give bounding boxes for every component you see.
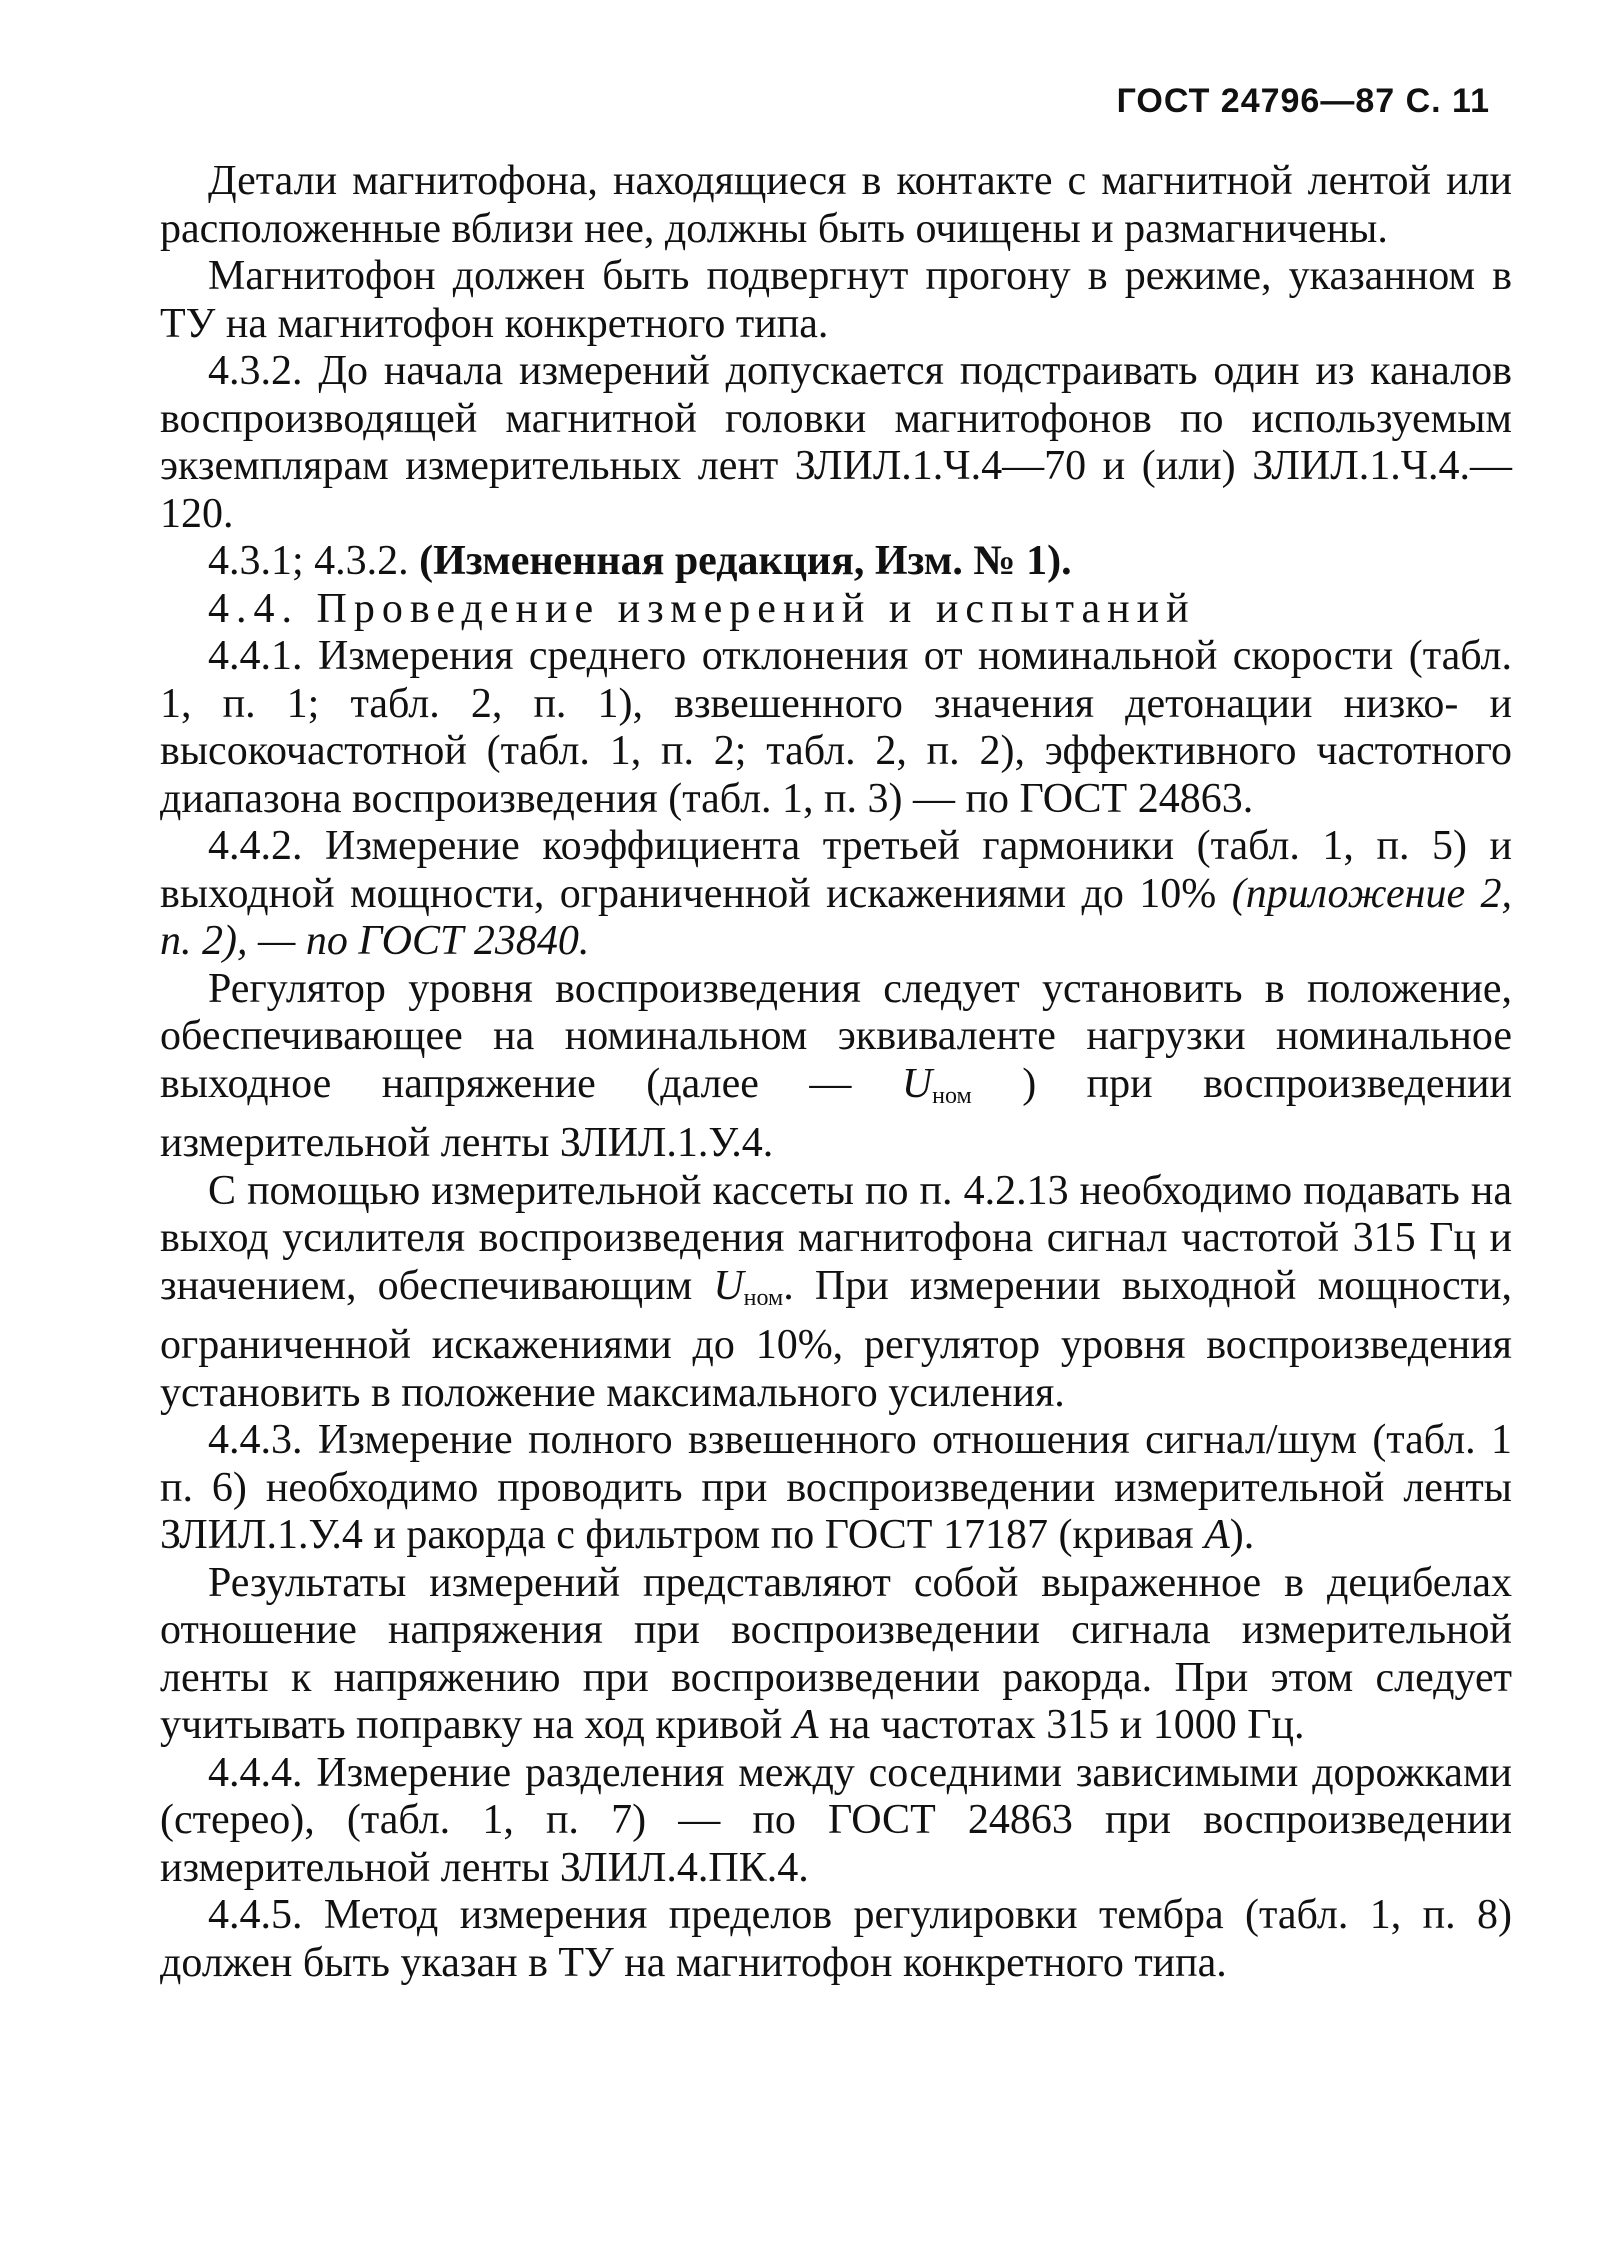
paragraph-results-end: на частотах 315 и 1000 Гц.: [818, 1702, 1305, 1748]
document-body: [160, 158, 1512, 1987]
paragraph-4-4-3: [160, 1417, 1512, 1560]
symbol-u: U: [713, 1262, 744, 1309]
paragraph-parts-cleaning: Детали магнитофона, находящиеся в контакте с магнитной лентой или расположенные вблизи нее, должны быть очищены и размагничены.: [160, 158, 1512, 252]
symbol-curve-a: A: [792, 1702, 819, 1748]
paragraph-level-regulator-end: ) при воспроизведении измерительной ленты ЗЛИЛ.1.У.4.: [160, 1060, 1512, 1166]
paragraph-4-4-1: 4.4.1. Измерения среднего отклонения от номинальной скорости (табл. 1, п. 1; табл. 2, п. 1), взвешенного значения детонации низко- и высокочастотной (табл. 1, п. 2; табл. 2, п. 2), эффективного частотного диапазона воспроизведения (табл. 1, п. 3) — по ГОСТ 24863.: [160, 633, 1512, 822]
paragraph-4-4-3-end: ).: [1229, 1512, 1255, 1558]
page-header: ГОСТ 24796—87 С. 11: [1116, 82, 1490, 120]
paragraph-tape-run: Магнитофон должен быть подвергнут прогону в режиме, указанном в ТУ на магнитофон конкретного типа.: [160, 253, 1512, 347]
paragraph-4-3-2: 4.3.2. До начала измерений допускается подстраивать один из каналов воспроизводящей магнитной головки магнитофонов по используемым экземплярам измерительных лент ЗЛИЛ.1.Ч.4—70 и (или) ЗЛИЛ.1.Ч.4.—120.: [160, 348, 1512, 537]
paragraph-level-regulator: [160, 966, 1512, 1168]
symbol-u: U: [901, 1060, 933, 1107]
paragraph-results: [160, 1560, 1512, 1750]
paragraph-4-4-3-text: 4.4.3. Измерение полного взвешенного отношения сигнал/шум (табл. 1 п. 6) необходимо проводить при воспроизведении измерительной ленты ЗЛИЛ.1.У.4 и ракорда с фильтром по ГОСТ 17187 (кривая: [160, 1417, 1512, 1558]
section-heading-4-4: 4.4. Проведение измерений и испытаний: [208, 585, 1196, 632]
paragraph-4-4-4: 4.4.4. Измерение разделения между соседними зависимыми дорожками (стерео), (табл. 1, п. 7) — по ГОСТ 24863 при воспроизведении измерительной ленты ЗЛИЛ.4.ПК.4.: [160, 1749, 1512, 1891]
paragraph-amendment-note: [160, 538, 1512, 586]
paragraph-measuring-cassette: [160, 1168, 1512, 1418]
amendment-clause-refs: 4.3.1; 4.3.2.: [208, 538, 420, 584]
paragraph-4-4-2-reference: (приложение 2, п. 2), — по ГОСТ 23840.: [160, 870, 1512, 964]
symbol-curve-a: A: [1204, 1512, 1230, 1558]
amendment-label: (Измененная редакция, Изм. № 1).: [419, 538, 1072, 584]
paragraph-results-text: Результаты измерений представляют собой выраженное в децибелах отношение напряжения при воспроизведении сигнала измерительной ленты к напряжению при воспроизведении ракорда. При этом следует учитывать поправку на ход кривой: [160, 1559, 1512, 1748]
symbol-subscript-nom: ном: [932, 1082, 972, 1109]
paragraph-level-regulator-text: Регулятор уровня воспроизведения следует установить в положение, обеспечивающее на номинальном эквиваленте нагрузки номинальное выходное напряжение (далее —: [160, 965, 1512, 1107]
paragraph-4-4-2: [160, 823, 1512, 966]
paragraph-measuring-cassette-end: . При измерении выходной мощности, ограниченной искажениями до 10%, регулятор уровня воспроизведения установить в положение максимального усиления.: [160, 1262, 1512, 1416]
paragraph-4-4-5: 4.4.5. Метод измерения пределов регулировки тембра (табл. 1, п. 8) должен быть указан в ТУ на магнитофон конкретного типа.: [160, 1892, 1512, 1986]
paragraph-measuring-cassette-text: С помощью измерительной кассеты по п. 4.2.13 необходимо подавать на выход усилителя воспроизведения магнитофона сигнал частотой 315 Гц и значением, обеспечивающим: [160, 1167, 1512, 1309]
symbol-subscript-nom: ном: [743, 1284, 784, 1311]
paragraph-4-4-2-text: 4.4.2. Измерение коэффициента третьей гармоники (табл. 1, п. 5) и выходной мощности, ограниченной искажениями до 10%: [160, 823, 1512, 917]
